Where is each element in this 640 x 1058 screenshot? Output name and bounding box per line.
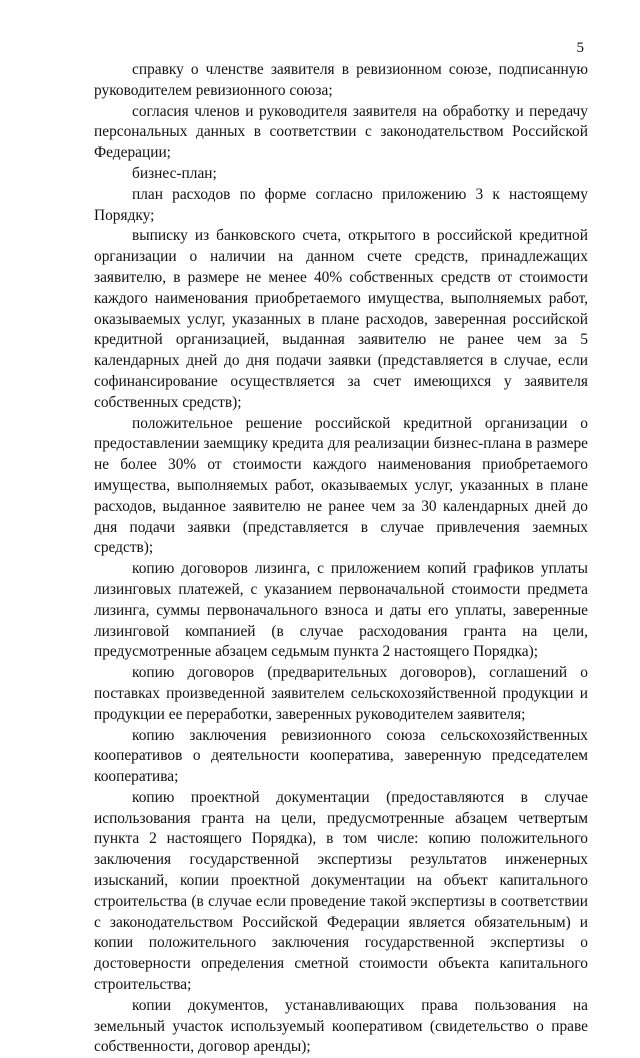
paragraph-personal-data-consent: согласия членов и руководителя заявителя на обработку и передачу персональных данных в соответствии с законодательством Российской Федерации; bbox=[94, 102, 588, 162]
paragraph-land-rights-documents: копии документов, устанавливающих права пользования на земельный участок используемый кооперативом (свидетельство о праве собственности, договор аренды); bbox=[94, 996, 588, 1056]
paragraph-leasing-contracts: копию договоров лизинга, с приложением копий графиков уплаты лизинговых платежей, с указанием первоначальной стоимости предмета лизинга, суммы первоначального взноса и даты его уплаты, заверенные лизинговой компанией (в случае расходования гранта на цели, предусмотренные абзацем седьмым пункта 2 настоящего Порядка); bbox=[94, 560, 588, 661]
paragraph-business-plan: бизнес-план; bbox=[132, 164, 217, 182]
paragraph-supply-contracts: копию договоров (предварительных договоров), соглашений о поставках произведенной заявителем сельскохозяйственной продукции и продукции ее переработки, заверенных руководителем заявителя; bbox=[94, 664, 588, 723]
document-body bbox=[94, 60, 588, 1058]
paragraph-credit-decision: положительное решение российской кредитной организации о предоставлении заемщику кредита для реализации бизнес-плана в размере не более 30% от стоимости каждого наименования приобретаемого имущества, выполняемых работ, оказываемых услуг, указанных в плане расходов, выданное заявителю не ранее чем за 30 календарных дней до дня подачи заявки (представляется в случае привлечения заемных средств); bbox=[94, 414, 588, 557]
paragraph-revision-union-certificate: справку о членстве заявителя в ревизионном союзе, подписанную руководителем ревизионного союза; bbox=[94, 61, 588, 99]
paragraph-audit-conclusion: копию заключения ревизионного союза сельскохозяйственных кооперативов о деятельности кооператива, заверенную председателем кооператива; bbox=[94, 726, 588, 786]
paragraph-project-documentation: копию проектной документации (предоставляются в случае использования гранта на цели, предусмотренные абзацем четвертым пункта 2 настоящего Порядка), в том числе: копию положительного заключения государственной экспертизы результатов инженерных изысканий, копии проектной документации на объект капитального строительства (в случае если проведение такой экспертизы в соответствии с законодательством Российской Федерации является обязательным) и копии положительного заключения государственной экспертизы о достоверности определения сметной стоимости объекта капитального строительства; bbox=[94, 788, 588, 994]
page-number: 5 bbox=[576, 40, 584, 56]
paragraph-bank-statement: выписку из банковского счета, открытого в российской кредитной организации о наличии на данном счете средств, принадлежащих заявителю, в размере не менее 40% собственных средств от стоимости каждого наименования приобретаемого имущества, выполняемых работ, оказываемых услуг, указанных в плане расходов, заверенная российской кредитной организацией, выданная заявителю не ранее чем за 5 календарных дней до дня подачи заявки (представляется в случае, если софинансирование осуществляется за счет имеющихся у заявителя собственных средств); bbox=[94, 227, 588, 411]
paragraph-expense-plan: план расходов по форме согласно приложению 3 к настоящему Порядку; bbox=[94, 185, 588, 224]
